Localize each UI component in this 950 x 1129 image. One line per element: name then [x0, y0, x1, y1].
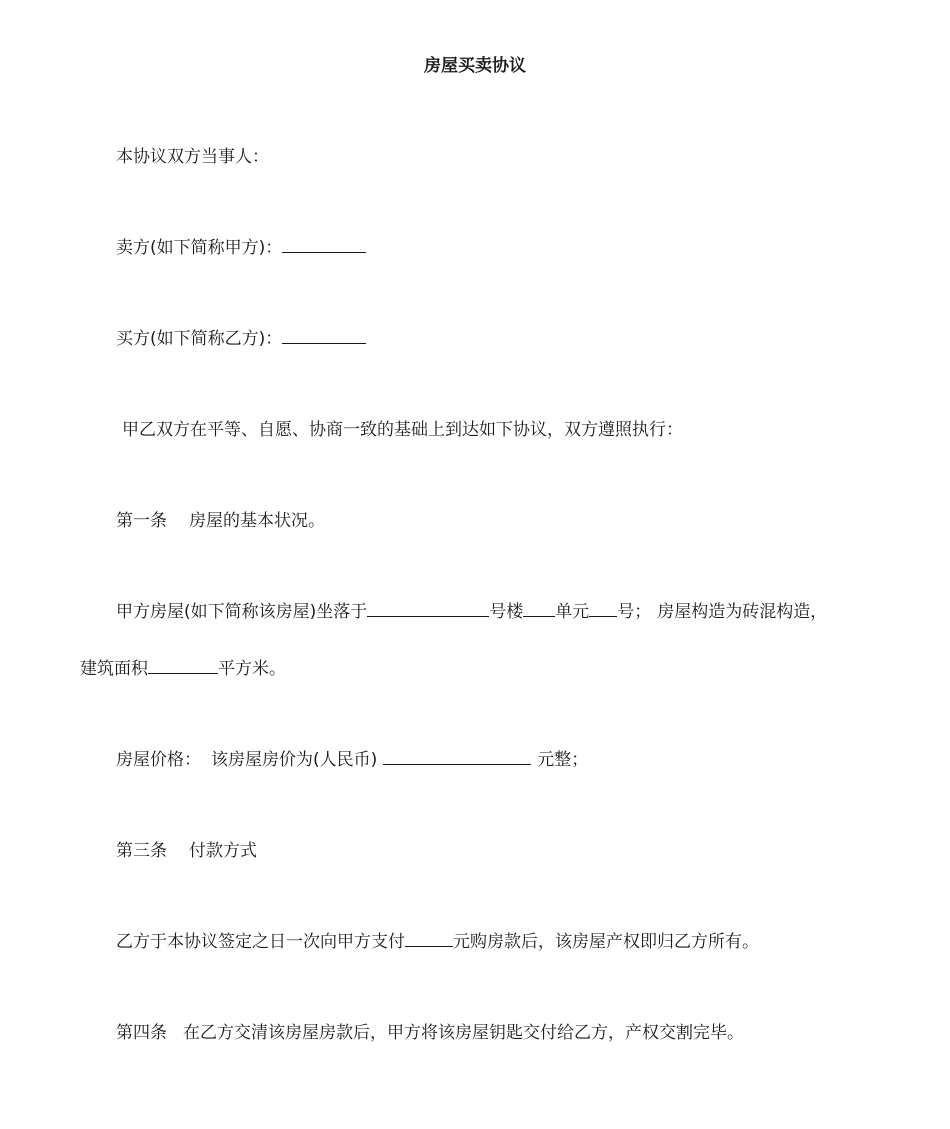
payment-text-2: 元购房款后，该房屋产权即归乙方所有。 [453, 932, 759, 952]
seller-line [116, 236, 366, 260]
payment-text-1: 乙方于本协议签定之日一次向甲方支付 [116, 932, 405, 952]
location-blank [367, 600, 489, 617]
article-4-line [116, 1021, 744, 1045]
price-label: 房屋价格： [116, 750, 201, 770]
article-4-number: 第四条 [116, 1023, 167, 1043]
seller-blank [282, 236, 366, 253]
article-3-heading [116, 839, 257, 863]
buyer-label: 买方(如下简称乙方)： [116, 329, 283, 349]
agreement-intro: 甲乙双方在平等、自愿、协商一致的基础上到达如下协议，双方遵照执行： [122, 420, 683, 440]
price-line [116, 748, 588, 772]
parties-intro: 本协议双方当事人： [116, 147, 269, 167]
article-1-title: 房屋的基本状况。 [189, 511, 325, 531]
property-location-label: 甲方房屋(如下简称该房屋)坐落于 [116, 602, 368, 622]
payment-line [116, 930, 759, 954]
area-label: 建筑面积 [80, 659, 148, 679]
property-line-2 [80, 657, 286, 681]
area-unit: 平方米。 [218, 659, 286, 679]
building-label: 号楼 [489, 602, 524, 622]
price-text: 该房屋房价为(人民币) [211, 750, 378, 770]
price-blank [383, 748, 531, 765]
article-1-number: 第一条 [116, 511, 167, 531]
price-suffix: 元整； [537, 750, 589, 770]
property-line-1 [116, 600, 827, 624]
unit-label: 单元 [555, 602, 590, 622]
buyer-line [116, 327, 366, 351]
room-label: 号； [617, 602, 652, 622]
payment-blank [405, 930, 453, 947]
buyer-blank [282, 327, 366, 344]
unit-blank [589, 600, 617, 617]
article-4-text: 在乙方交清该房屋房款后，甲方将该房屋钥匙交付给乙方，产权交割完毕。 [183, 1023, 744, 1043]
area-blank [148, 657, 218, 674]
structure-text: 房屋构造为砖混构造， [657, 602, 828, 622]
article-3-title: 付款方式 [189, 841, 257, 861]
article-1-heading [116, 509, 325, 533]
document-title: 房屋买卖协议 [424, 56, 526, 76]
seller-label: 卖方(如下简称甲方)： [116, 238, 283, 258]
building-blank [523, 600, 555, 617]
article-3-number: 第三条 [116, 841, 167, 861]
